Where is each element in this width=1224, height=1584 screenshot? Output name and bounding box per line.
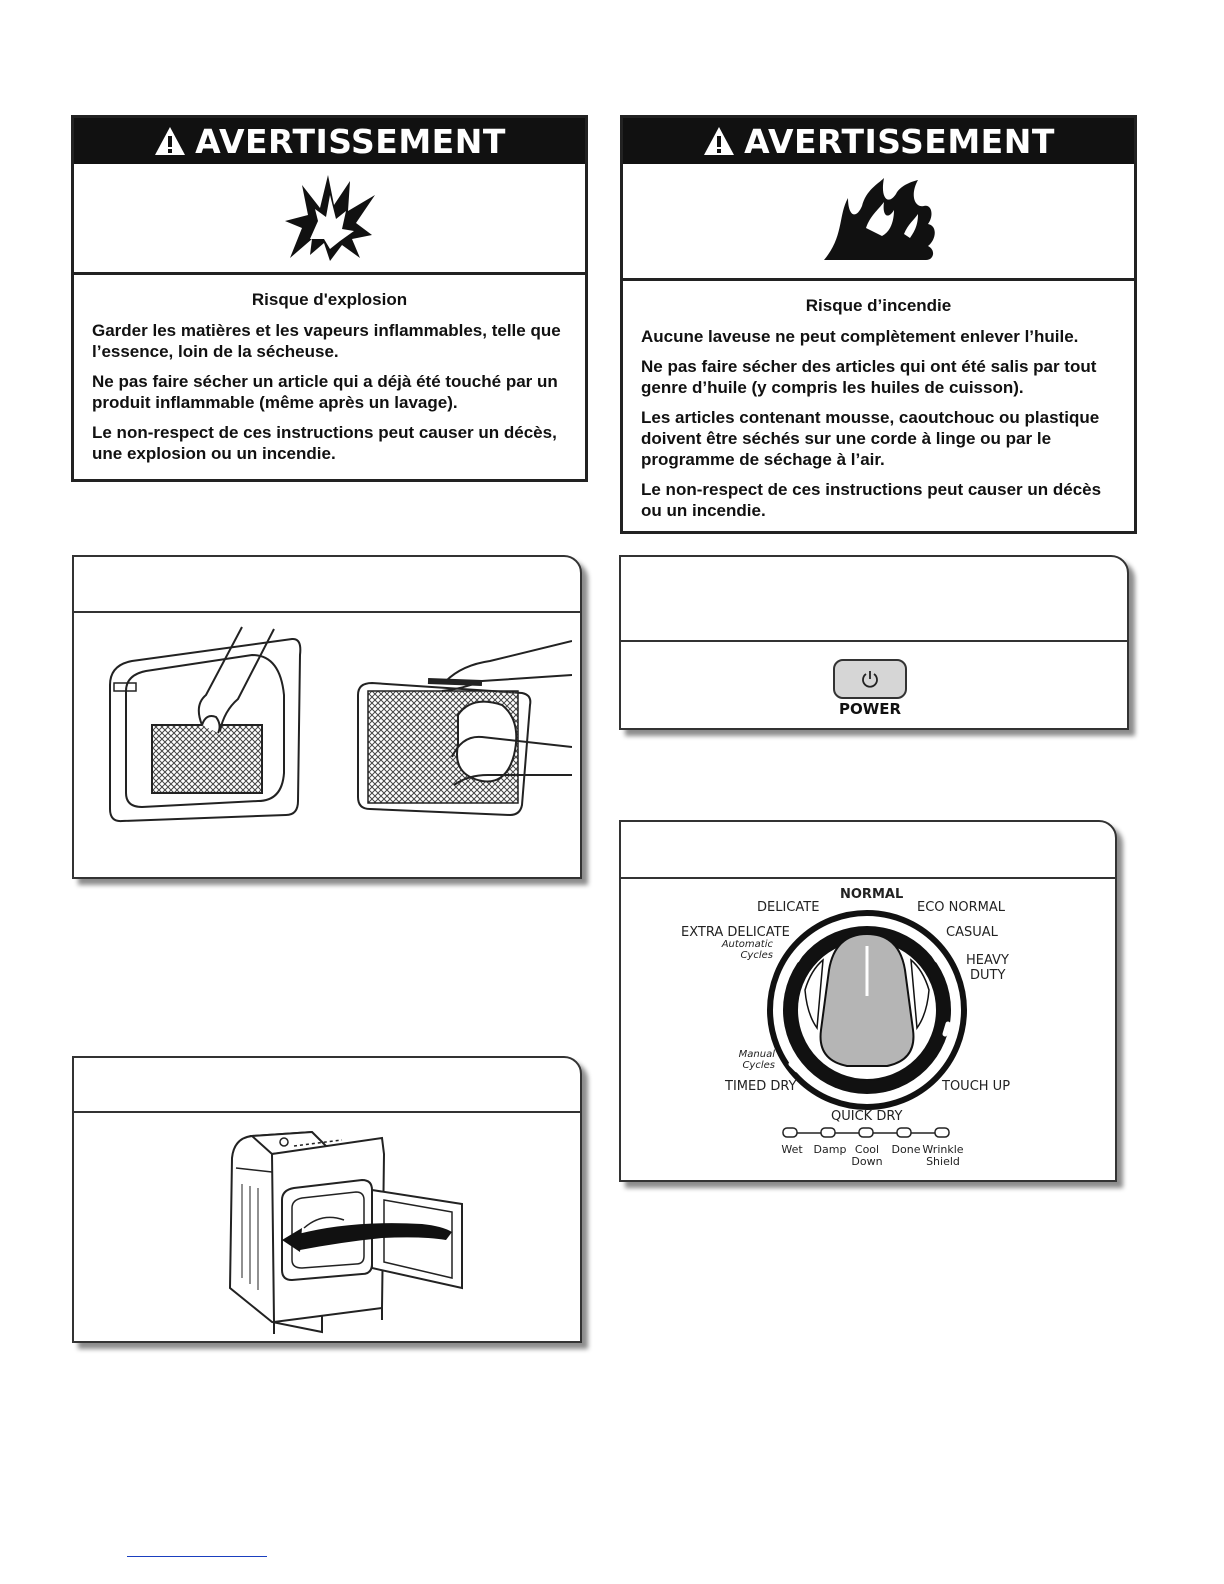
warning-paragraph: Ne pas faire sécher un article qui a déjà été touché par un produit inflammable (même après un lavage).: [92, 372, 558, 412]
warning-paragraph: Ne pas faire sécher des articles qui ont été salis par tout genre d’huile (y compris les huiles de cuisson).: [641, 357, 1097, 397]
warning-header: [74, 118, 585, 164]
fire-icon: [814, 176, 944, 266]
status-damp: Damp: [813, 1143, 847, 1156]
cycle-dial-panel: [619, 820, 1117, 1182]
risk-heading: Risque d’incendie: [805, 296, 952, 315]
status-cool-down: Cool Down: [851, 1143, 883, 1168]
power-button[interactable]: [833, 659, 907, 699]
cycle-casual: CASUAL: [946, 925, 998, 940]
footer-link-underline: [127, 1556, 267, 1557]
warning-paragraph: Aucune laveuse ne peut complètement enlever l’huile.: [641, 327, 1079, 346]
warning-paragraph: Le non-respect de ces instructions peut causer un décès, une explosion ou un incendie.: [92, 423, 557, 463]
warning-paragraph: Les articles contenant mousse, caoutchouc ou plastique doivent être séchés sur une corde à linge ou par le programme de séchage à l’air.: [641, 408, 1100, 469]
dryer-illustration: [222, 1128, 472, 1334]
cycle-quick-dry: QUICK DRY: [831, 1109, 903, 1124]
cycle-timed-dry: TIMED DRY: [725, 1079, 797, 1094]
cycle-heavy-duty: HEAVY DUTY: [966, 953, 1009, 983]
automatic-cycles-label: Automatic Cycles: [721, 939, 773, 961]
power-panel: [619, 555, 1129, 730]
risk-heading: Risque d'explosion: [251, 290, 408, 309]
power-icon: [860, 669, 880, 689]
warning-triangle-icon: [702, 125, 736, 157]
warning-triangle-icon: [153, 125, 187, 157]
cycle-normal: NORMAL: [840, 887, 904, 902]
lint-screen-illustration: [102, 625, 572, 865]
lint-screen-panel: [72, 555, 582, 879]
manual-cycles-label: Manual Cycles: [738, 1049, 775, 1071]
warning-title: AVERTISSEMENT: [744, 121, 1055, 161]
status-wet: Wet: [781, 1143, 803, 1156]
status-wrinkle-shield: Wrinkle Shield: [922, 1143, 964, 1168]
warning-explosion: [71, 115, 588, 482]
warning-icon-area: [623, 164, 1134, 281]
warning-body: [623, 281, 1134, 540]
cycle-extra-delicate: EXTRA DELICATE: [681, 925, 790, 940]
power-label: POWER: [839, 700, 902, 718]
status-leds: [779, 1125, 959, 1141]
warning-paragraph: Garder les matières et les vapeurs inflammables, telle que l’essence, loin de la sécheuse.: [92, 321, 561, 361]
warning-icon-area: [74, 164, 585, 275]
warning-header: [623, 118, 1134, 164]
warning-paragraph: Le non-respect de ces instructions peut causer un décès ou un incendie.: [641, 480, 1102, 520]
dryer-door-panel: [72, 1056, 582, 1343]
explosion-icon: [280, 173, 380, 263]
status-done: Done: [891, 1143, 921, 1156]
cycle-delicate: DELICATE: [757, 900, 820, 915]
warning-title: AVERTISSEMENT: [195, 121, 506, 161]
cycle-eco-normal: ECO NORMAL: [917, 900, 1005, 915]
cycle-touch-up: TOUCH UP: [942, 1079, 1011, 1094]
warning-body: [74, 275, 585, 483]
warning-fire: [620, 115, 1137, 534]
cycle-dial[interactable]: [767, 910, 967, 1110]
